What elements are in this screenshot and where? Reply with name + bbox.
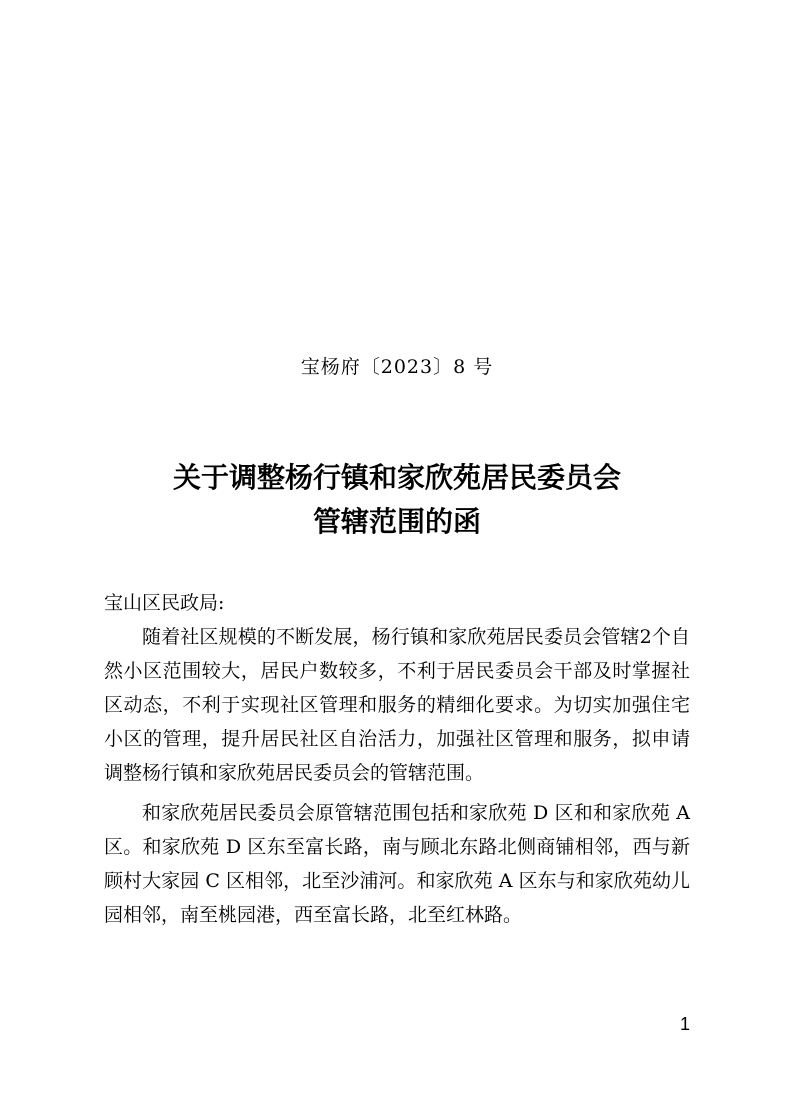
addressee: 宝山区民政局: (104, 592, 225, 614)
page-number: 1 (679, 1014, 690, 1034)
document-number: 宝杨府〔2023〕8 号 (300, 356, 494, 378)
paragraph-1: 随着社区规模的不断发展，杨行镇和家欣苑居民委员会管辖2个自然小区范围较大，居民户数较多，不利于居民委员会干部及时掌握社区动态，不利于实现社区管理和服务的精细化要求。为切实加强住宅小区的管理，提升居民社区自治活力，加强社区管理和服务，拟申请调整杨行镇和家欣苑居民委员会的管辖范围。 (104, 626, 690, 784)
paragraph-2: 和家欣苑居民委员会原管辖范围包括和家欣苑 D 区和和家欣苑 A 区。和家欣苑 D 区东至富长路，南与顾北东路北侧商铺相邻，西与新顾村大家园 C 区相邻，北至沙浦河。和家欣苑 A 区东与和家欣苑幼儿园相邻，南至桃园港，西至富长路，北至红林路。 (104, 802, 690, 926)
title-line-1: 关于调整杨行镇和家欣苑居民委员会 (172, 461, 621, 494)
document-title (0, 456, 794, 544)
document-body (104, 586, 690, 932)
title-line-2: 管辖范围的函 (312, 505, 481, 538)
